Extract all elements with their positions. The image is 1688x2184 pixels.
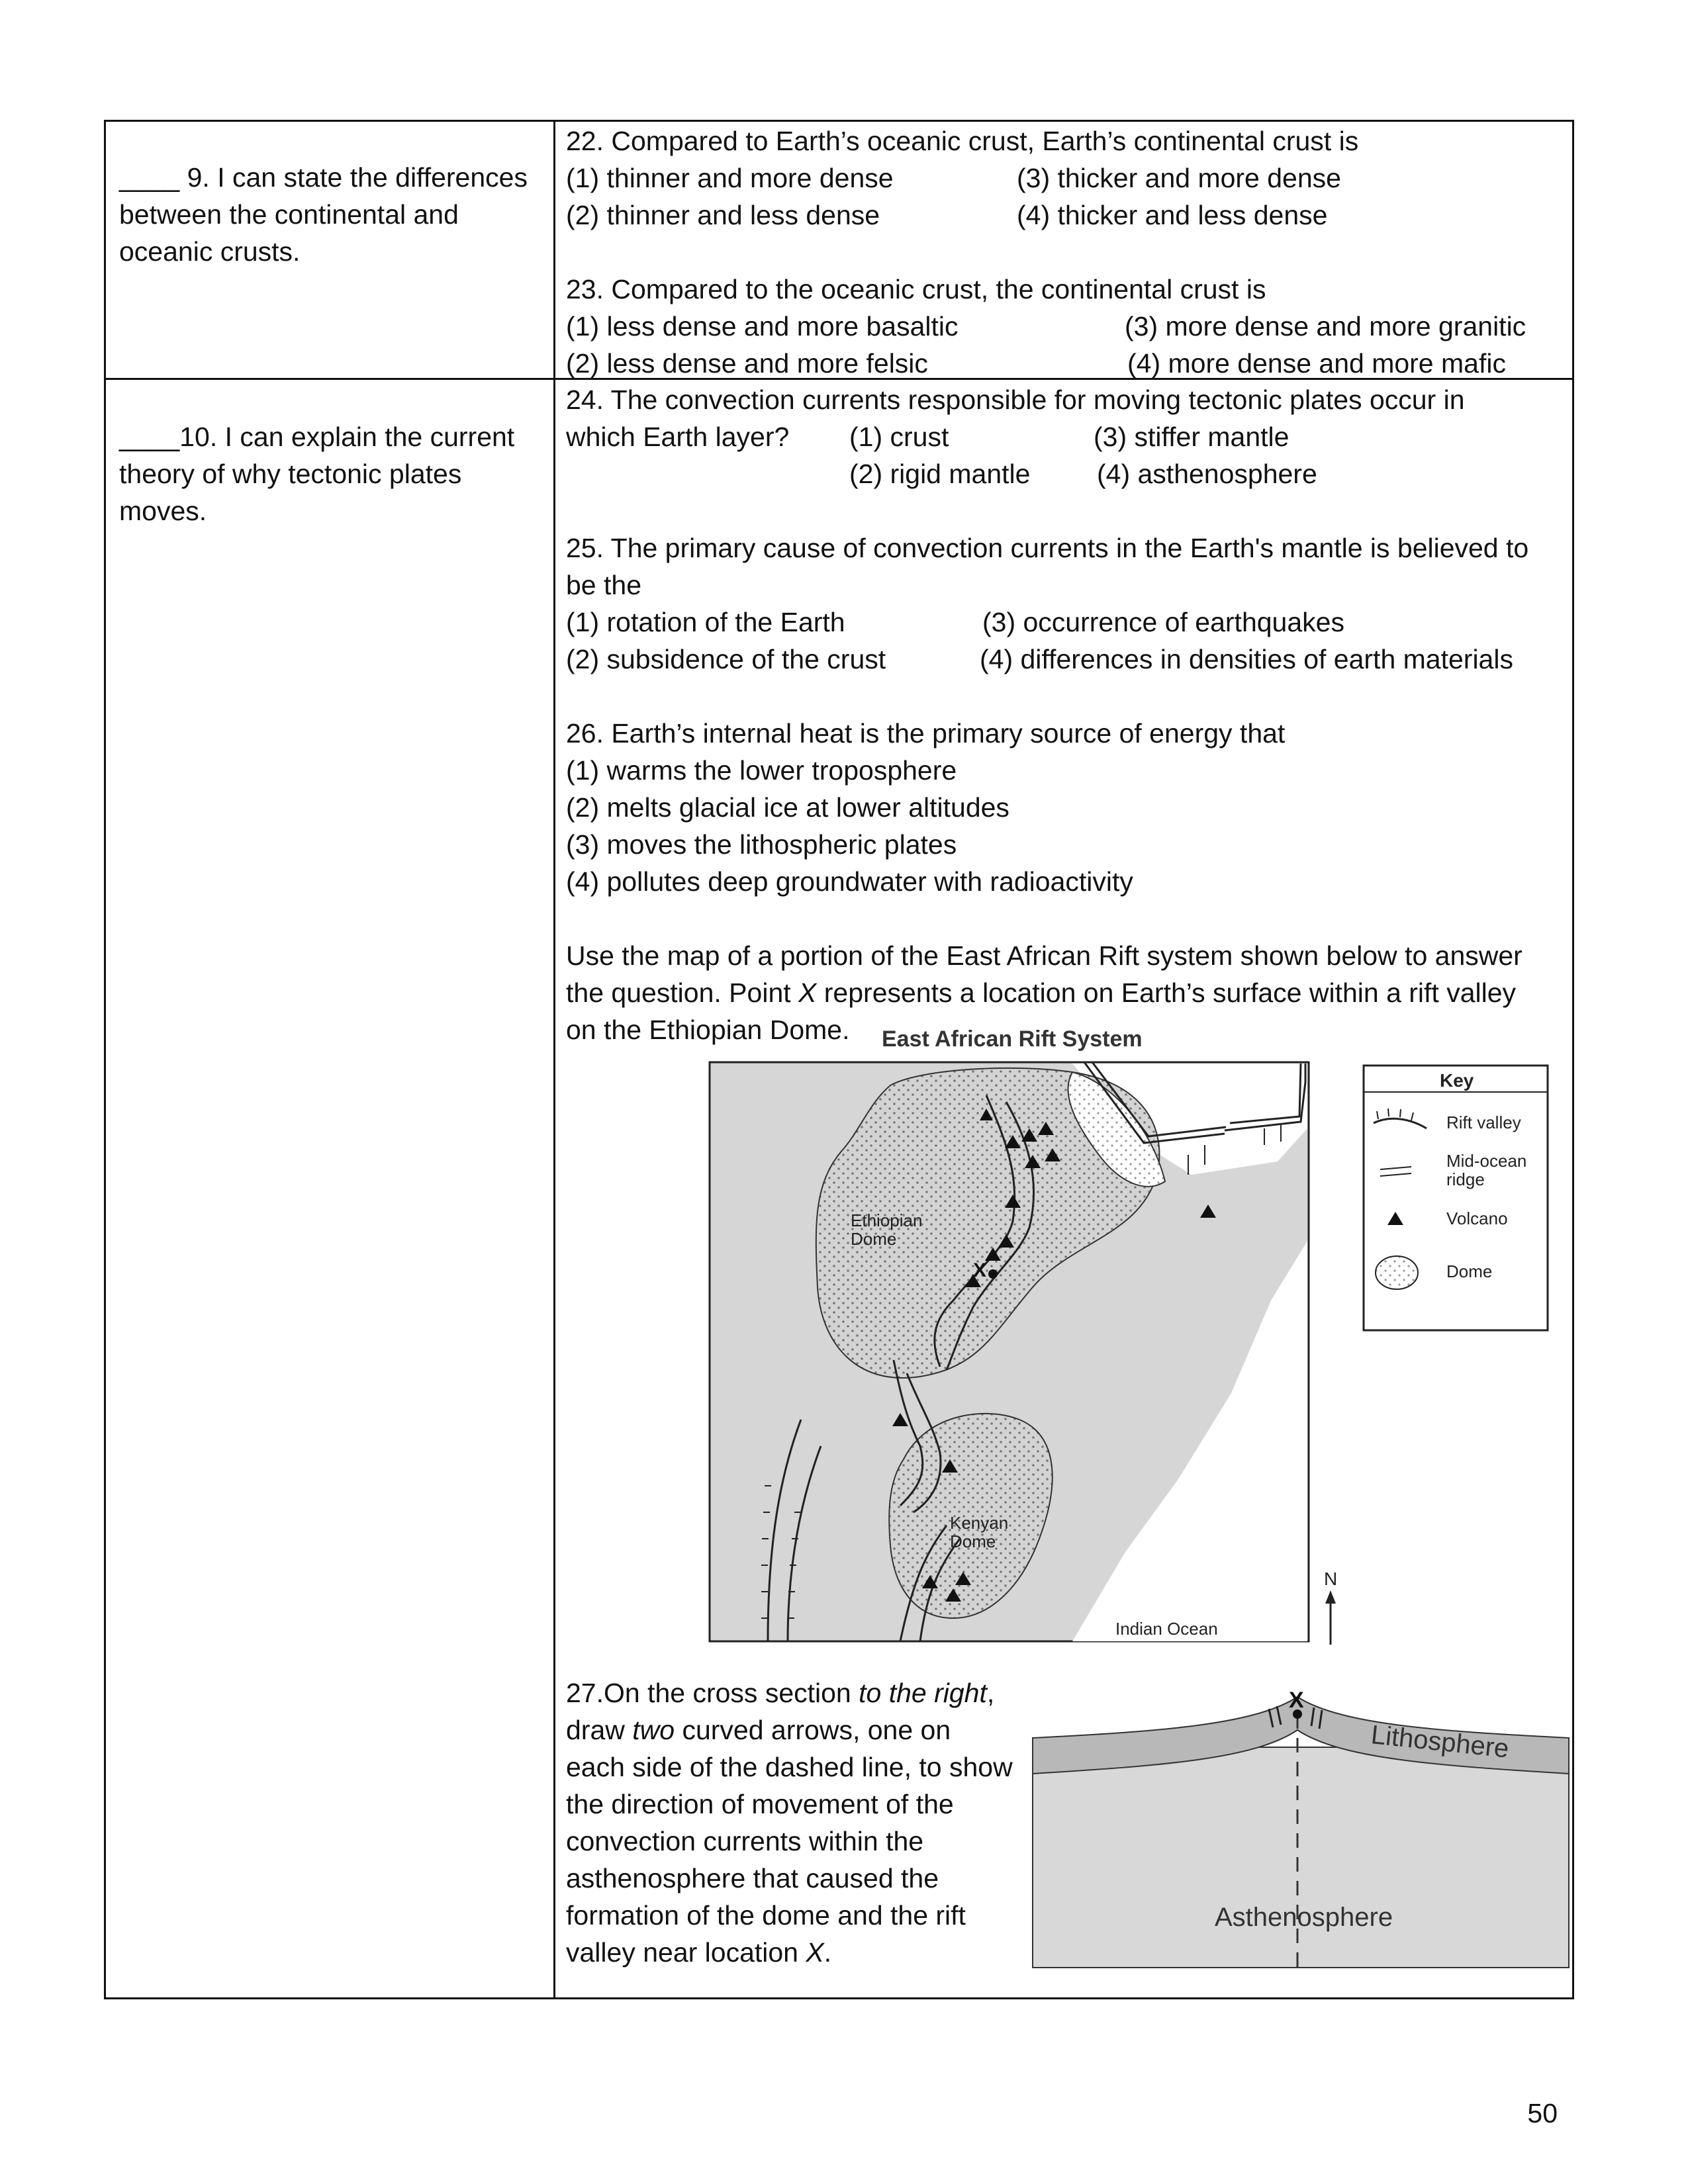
cross-section-diagram[interactable] bbox=[1029, 1688, 1572, 1972]
q22-option-1: (1) thinner and more dense bbox=[566, 163, 894, 193]
north-label: N bbox=[1324, 1569, 1338, 1589]
q24-option-1: (1) crust bbox=[849, 422, 949, 452]
q26-stem: 26. Earth’s internal heat is the primary source of energy that bbox=[566, 718, 1286, 749]
q25-option-4: (4) differences in densities of earth materials bbox=[980, 644, 1513, 674]
q22-stem: 22. Compared to Earth’s oceanic crust, Earth’s continental crust is bbox=[566, 126, 1359, 156]
q23-option-2: (2) less dense and more felsic bbox=[566, 348, 928, 379]
indian-ocean-label: Indian Ocean bbox=[1115, 1619, 1218, 1639]
key-dome-label: Dome bbox=[1446, 1261, 1493, 1281]
q24-option-2: (2) rigid mantle bbox=[849, 459, 1031, 489]
key-title: Key bbox=[1440, 1070, 1474, 1091]
key-rift-label: Rift valley bbox=[1446, 1113, 1521, 1132]
q24-option-4: (4) asthenosphere bbox=[1097, 459, 1317, 489]
q24-stem-2: which Earth layer? bbox=[566, 422, 790, 452]
asthenosphere-label: Asthenosphere bbox=[1215, 1903, 1393, 1932]
q23-option-3: (3) more dense and more granitic bbox=[1125, 311, 1526, 341]
map-title: East African Rift System bbox=[882, 1026, 1143, 1052]
kenyan-dome-label-2: Dome bbox=[950, 1531, 996, 1551]
map-intro-line-1: Use the map of a portion of the East African Rift system shown below to answer bbox=[566, 940, 1523, 971]
q25-option-2: (2) subsidence of the crust bbox=[566, 644, 886, 674]
q26-option-3: (3) moves the lithospheric plates bbox=[566, 829, 957, 860]
q26-option-2: (2) melts glacial ice at lower altitudes bbox=[566, 792, 1009, 823]
q24-stem: 24. The convection currents responsible for moving tectonic plates occur in bbox=[566, 385, 1465, 415]
q22-option-2: (2) thinner and less dense bbox=[566, 200, 880, 230]
q27-line-1: 27.On the cross section to the right, bbox=[566, 1678, 995, 1708]
q27-line-4: the direction of movement of the bbox=[566, 1789, 954, 1819]
kenyan-dome-label: Kenyan bbox=[950, 1513, 1009, 1533]
map-point-x: X bbox=[973, 1259, 987, 1281]
q27-line-2: draw two curved arrows, one on bbox=[566, 1715, 951, 1745]
key-volcano-label: Volcano bbox=[1446, 1208, 1508, 1228]
q22-option-4: (4) thicker and less dense bbox=[1017, 200, 1328, 230]
answer-blank[interactable]: ____ bbox=[119, 422, 180, 452]
ethiopian-dome-label: Ethiopian bbox=[851, 1210, 923, 1230]
q22-option-3: (3) thicker and more dense bbox=[1017, 163, 1341, 193]
q23-stem: 23. Compared to the oceanic crust, the continental crust is bbox=[566, 274, 1266, 304]
objective-9: ____ 9. I can state the differences between the continental and oceanic crusts. bbox=[119, 162, 528, 267]
q26-option-1: (1) warms the lower troposphere bbox=[566, 755, 957, 786]
key-ridge-label: Mid-ocean bbox=[1446, 1151, 1527, 1171]
answer-blank[interactable]: ____ bbox=[119, 162, 180, 193]
cross-section-point-x: X bbox=[1289, 1688, 1304, 1713]
east-african-rift-map bbox=[702, 1023, 1562, 1658]
q27-line-3: each side of the dashed line, to show bbox=[566, 1752, 1013, 1782]
ethiopian-dome-label-2: Dome bbox=[851, 1229, 897, 1249]
column-divider bbox=[553, 122, 555, 1997]
lithosphere-label: Lithosphere bbox=[1370, 1720, 1511, 1764]
q25-stem-2: be the bbox=[566, 570, 641, 600]
q27-line-5: convection currents within the bbox=[566, 1826, 924, 1856]
map-key bbox=[1364, 1066, 1548, 1330]
q25-option-3: (3) occurrence of earthquakes bbox=[982, 607, 1344, 637]
q23-option-1: (1) less dense and more basaltic bbox=[566, 311, 959, 341]
q24-option-3: (3) stiffer mantle bbox=[1094, 422, 1289, 452]
q27-line-7: formation of the dome and the rift bbox=[566, 1900, 966, 1931]
q26-option-4: (4) pollutes deep groundwater with radioactivity bbox=[566, 866, 1133, 897]
q27-line-6: asthenosphere that caused the bbox=[566, 1863, 939, 1893]
q25-stem: 25. The primary cause of convection currents in the Earth's mantle is believed to bbox=[566, 533, 1529, 563]
map-intro-line-3: on the Ethiopian Dome. bbox=[566, 1015, 850, 1045]
q25-option-1: (1) rotation of the Earth bbox=[566, 607, 845, 637]
map-intro-line-2: the question. Point X represents a location on Earth’s surface within a rift valley bbox=[566, 978, 1517, 1008]
q23-option-4: (4) more dense and more mafic bbox=[1127, 348, 1506, 379]
q27-line-8: valley near location X. bbox=[566, 1937, 832, 1968]
page-number: 50 bbox=[1527, 2098, 1558, 2128]
objective-10: ____10. I can explain the current theory of why tectonic plates moves. bbox=[119, 422, 515, 526]
key-ridge-label-2: ridge bbox=[1446, 1169, 1485, 1189]
